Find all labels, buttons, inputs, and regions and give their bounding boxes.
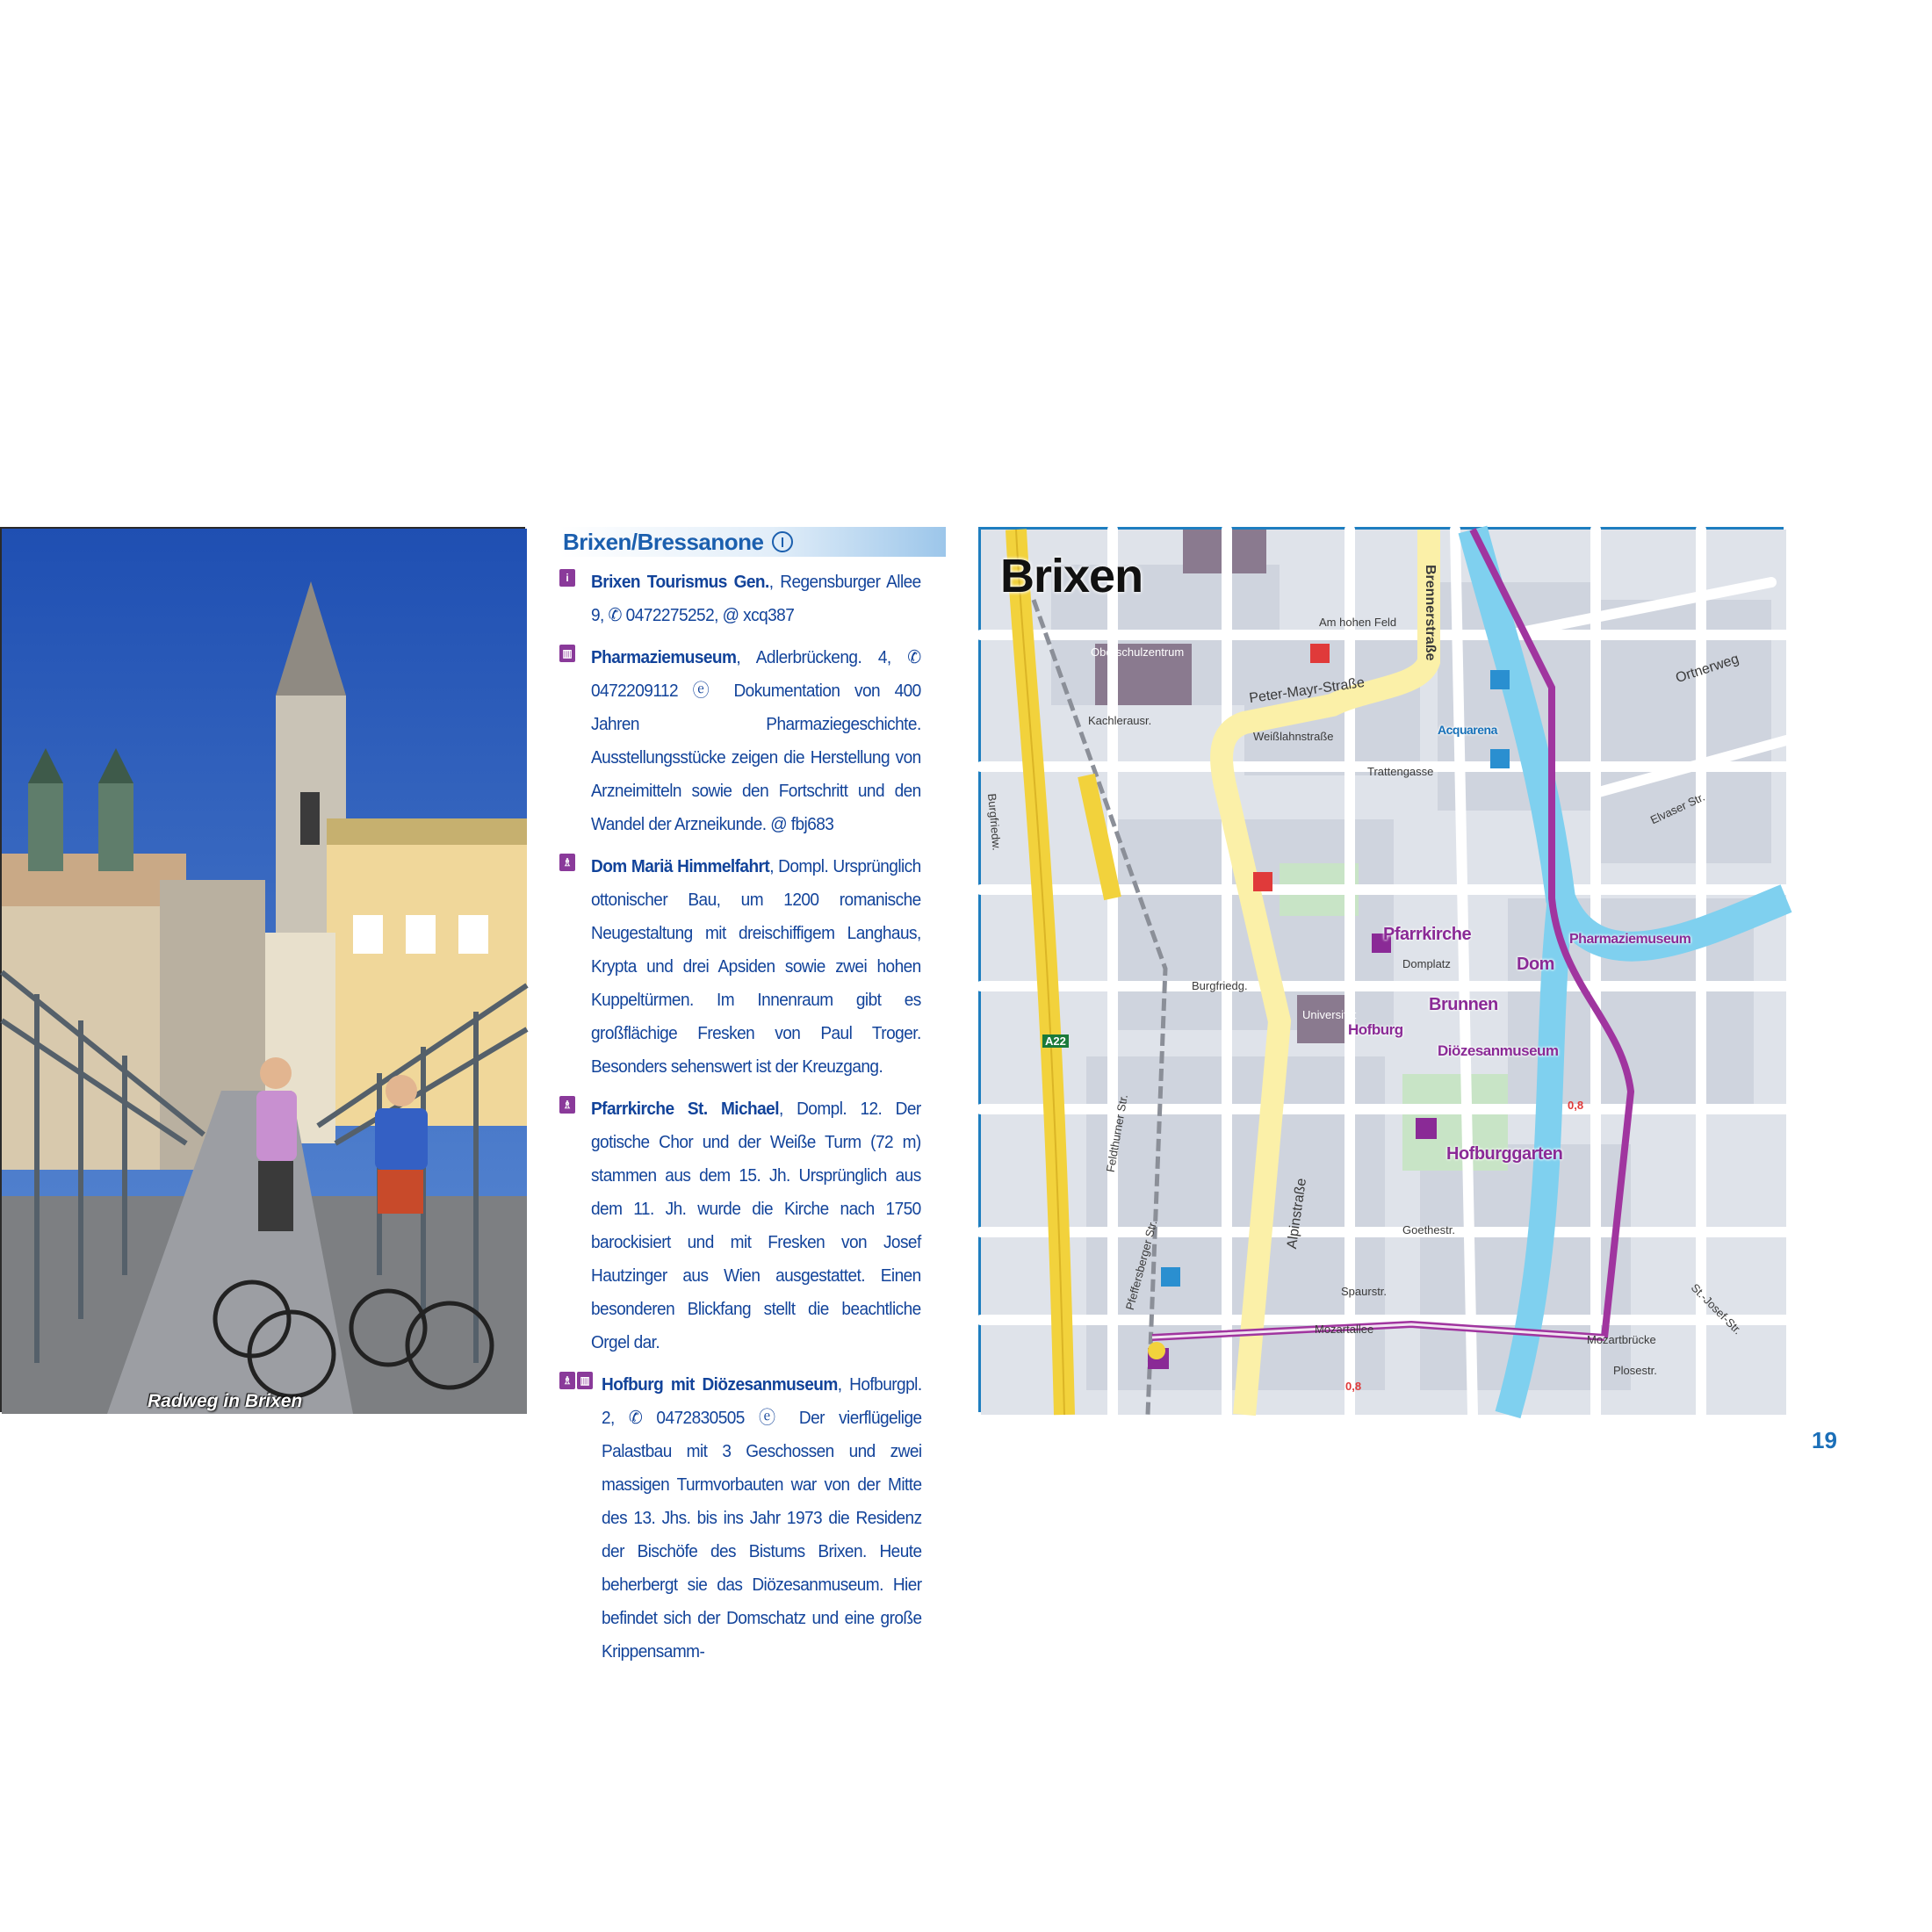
city-map bbox=[978, 527, 1784, 1412]
distance-label: 0,8 bbox=[1568, 1099, 1584, 1112]
street-mozartallee: Mozartallee bbox=[1315, 1323, 1374, 1336]
museum-icon: ▥ bbox=[559, 645, 575, 662]
street-weisslahn: Weißlahnstraße bbox=[1253, 730, 1334, 743]
street-alpinstrasse: Alpinstraße bbox=[1284, 1177, 1310, 1251]
church-icon: ♗ bbox=[559, 1096, 575, 1114]
poi-hofburg: Hofburg bbox=[1348, 1021, 1403, 1038]
poi-dioezesanmuseum: Diözesanmuseum bbox=[1438, 1042, 1559, 1059]
poi-brunnen: Brunnen bbox=[1429, 995, 1498, 1014]
street-mozartbruecke: Mozartbrücke bbox=[1587, 1333, 1656, 1346]
street-spaurstr: Spaurstr. bbox=[1341, 1285, 1388, 1298]
street-goethestr: Goethestr. bbox=[1402, 1223, 1455, 1236]
entry-text: , Regensburger Allee 9, ✆ 0472275252, @ xcq387 bbox=[591, 572, 921, 625]
entry-text: , Dompl. Ursprünglich ottonischer Bau, um 1200 romanische Neugestaltung mit dreischiffigem Langhaus, Krypta und drei Apsiden sowie zwei hohen Kuppeltürmen. Im Innenraum gibt es großflächige Fresken von Paul Troger. Besonders sehenswert ist der Kreuzgang. bbox=[591, 856, 921, 1077]
entry-title: Hofburg mit Diözesanmuseum bbox=[602, 1374, 838, 1395]
church-icon: ♗ bbox=[559, 854, 575, 871]
photo-illustration bbox=[2, 529, 527, 1414]
street-trattengasse: Trattengasse bbox=[1367, 765, 1434, 778]
entry-title: Dom Mariä Himmelfahrt bbox=[591, 856, 770, 876]
label-universitaet: Universität bbox=[1302, 1008, 1357, 1021]
photo-caption: Radweg in Brixen bbox=[148, 1391, 303, 1411]
street-burgfriedg: Burgfriedg. bbox=[1192, 979, 1248, 992]
street-elvaser: Elvaser Str. bbox=[1647, 789, 1707, 827]
guide-header bbox=[559, 527, 946, 557]
guide-title: Brixen/Bressanone bbox=[563, 528, 764, 555]
map-graphic bbox=[981, 530, 1786, 1415]
street-burgfriedweg: Burgfriedw. bbox=[985, 793, 1004, 852]
street-plosestr: Plosestr. bbox=[1613, 1364, 1657, 1377]
info-circle-icon bbox=[772, 531, 793, 552]
guide-entry-hofburg bbox=[559, 1368, 946, 1669]
info-icon: i bbox=[559, 569, 575, 587]
street-domplatz: Domplatz bbox=[1402, 957, 1451, 970]
poi-pharmaziemuseum: Pharmaziemuseum bbox=[1569, 932, 1691, 947]
entry-title: Pharmaziemuseum bbox=[591, 647, 737, 667]
entry-text: , Hofburgpl. 2, ✆ 0472830505 ⓔ Der vierflügelige Palastbau mit 3 Geschossen und zwei massigen Turmvorbauten war von der Mitte des 13. Jhs. bis ins Jahr 1973 die Residenz der Bischöfe des Bistums Brixen. Heute beherbergt sie das Diözesanmuseum. Hier befindet sich der Domschatz und eine große Krippensamm- bbox=[602, 1374, 922, 1662]
distance-label: 0,8 bbox=[1345, 1380, 1362, 1393]
street-st-josef: St.-Josef-Str. bbox=[1688, 1280, 1745, 1337]
guide-entry-dom bbox=[559, 850, 946, 1084]
entry-title: Pfarrkirche St. Michael bbox=[591, 1099, 779, 1119]
street-ortnerweg: Ortnerweg bbox=[1674, 651, 1741, 687]
entry-title: Brixen Tourismus Gen. bbox=[591, 572, 769, 592]
entry-text: , Dompl. 12. Der gotische Chor und der Weiße Turm (72 m) stammen aus dem 15. Jh. Ursprünglich aus dem 11. Jh. wurde die Kirche nach 1750 barockisiert und mit Fresken von Josef Hautzinger aus Wien ausgestattet. Einen besonderen Blickfang stellt die beachtliche Orgel dar. bbox=[591, 1099, 921, 1352]
guide-entry-pharmaziemuseum bbox=[559, 641, 946, 841]
street-am-hohen-feld: Am hohen Feld bbox=[1319, 616, 1397, 629]
street-peter-mayr: Peter-Mayr-Straße bbox=[1248, 674, 1366, 707]
motorway-a22-sign: A22 bbox=[1042, 1034, 1069, 1048]
poi-pfarrkirche: Pfarrkirche bbox=[1383, 925, 1472, 944]
entry-text: , Adlerbrückeng. 4, ✆ 0472209112 ⓔ Dokumentation von 400 Jahren Pharmaziegeschichte. Ausstellungsstücke zeigen die Herstellung von Arzneimitteln sowie den Fortschritt und den Wandel der Arzneikunde. @ fbj683 bbox=[591, 647, 921, 834]
map-title: Brixen bbox=[1000, 550, 1143, 602]
poi-hofburggarten: Hofburggarten bbox=[1446, 1144, 1563, 1164]
guide-entry-pfarrkirche bbox=[559, 1092, 946, 1359]
street-feldthurner: Feldthurner Str. bbox=[1103, 1093, 1130, 1173]
cyclists-photo bbox=[0, 527, 525, 1412]
label-oberschulzentrum: Oberschulzentrum bbox=[1091, 645, 1185, 659]
poi-dom: Dom bbox=[1517, 955, 1554, 974]
street-brennerstrasse: Brennerstraße bbox=[1423, 565, 1438, 661]
guide-entry-tourism bbox=[559, 566, 946, 632]
street-kachlerau: Kachlerausr. bbox=[1088, 714, 1152, 727]
guide-column bbox=[559, 527, 946, 1662]
museum-icon: ▥ bbox=[577, 1372, 593, 1389]
page-number: 19 bbox=[1812, 1427, 1837, 1453]
church-icon: ♗ bbox=[559, 1372, 575, 1389]
poi-acquarena: Acquarena bbox=[1438, 723, 1497, 737]
street-pfeffersberger: Pfeffersberger Str. bbox=[1122, 1218, 1160, 1312]
